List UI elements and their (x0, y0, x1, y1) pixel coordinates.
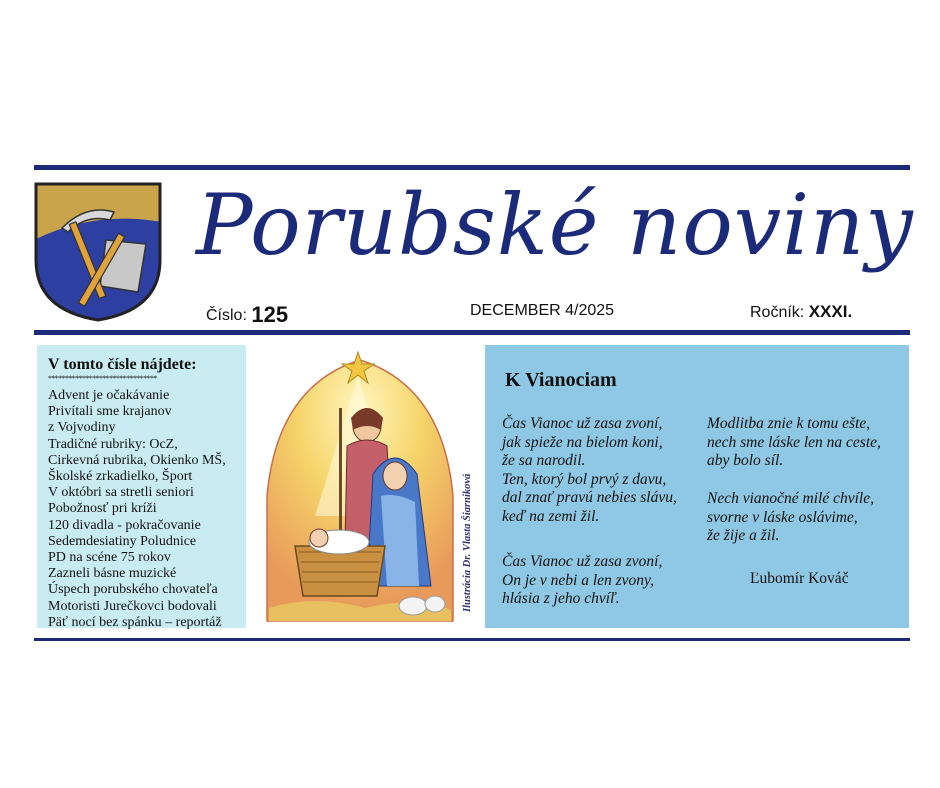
coat-of-arms-emblem (34, 182, 162, 322)
poem-line: Čas Vianoc už zasa zvoní, (502, 415, 663, 432)
year-label: Ročník: (750, 304, 805, 321)
middle-rule (34, 330, 910, 335)
toc-item: Advent je očakávanie (48, 388, 170, 403)
poem-box (485, 345, 909, 628)
toc-item: Tradičné rubriky: OcZ, (48, 436, 178, 452)
toc-item: Päť nocí bez spánku – reportáž (48, 614, 222, 630)
poem-line: že sa narodil. (502, 452, 586, 469)
toc-item: Pobožnosť pri kríži (48, 501, 157, 517)
toc-heading: V tomto čísle nájdete: (48, 356, 197, 373)
poem-line: aby bolo síl. (707, 452, 784, 469)
poem-line: že žije a žil. (707, 527, 780, 544)
poem-line: svorne v láske oslávime, (707, 508, 858, 526)
poem-line: Ten, ktorý bol prvý z davu, (502, 470, 667, 488)
toc-item: Zazneli básne muzické (48, 566, 177, 582)
poem-stanza (707, 490, 874, 546)
toc-item: Sedemdesiatiny Poludnice (48, 533, 197, 549)
bottom-rule (34, 638, 910, 641)
poem-line: Čas Vianoc už zasa zvoní, (502, 553, 663, 570)
toc-decoration: ******************************** (48, 374, 157, 383)
toc-item: 120 divadla - pokračovanie (48, 517, 201, 533)
poem-line: keď na zemi žil. (502, 507, 600, 525)
illustration-credit: Ilustrácia Dr. Vlasta Šiarniková (462, 473, 473, 612)
poem-line: Modlitba znie k tomu ešte, (707, 415, 871, 432)
poem-line: Nech vianočné milé chvíle, (707, 490, 874, 507)
poem-line: On je v nebi a len zvony, (502, 571, 654, 589)
poem-line: jak spieže na bielom koni, (502, 433, 663, 451)
issue-number (206, 302, 288, 328)
issue-label: Číslo: (206, 307, 247, 324)
issue-date: DECEMBER 4/2025 (470, 302, 615, 319)
volume-year (750, 302, 852, 322)
toc-item: Úspech porubského chovateľa (48, 582, 218, 598)
toc-item: z Vojvodiny (48, 420, 116, 436)
poem-stanza (707, 415, 881, 471)
issue-value: 125 (251, 302, 289, 327)
poem-line: dal znať pravú nebies slávu, (502, 489, 677, 506)
toc-item: Cirkevná rubrika, Okienko MŠ, (48, 452, 226, 468)
toc-item: Motoristi Jurečkovci bodovali (48, 598, 217, 614)
poem-title: K Vianociam (505, 369, 617, 391)
toc-item: V októbri sa stretli seniori (48, 485, 194, 501)
newspaper-title: Porubské noviny (196, 176, 914, 274)
poem-stanza (502, 415, 677, 526)
poem-author: Ľubomír Kováč (750, 570, 849, 587)
toc-item: Privítali sme krajanov (48, 404, 172, 420)
nativity-illustration (255, 346, 465, 628)
table-of-contents (37, 345, 246, 628)
toc-item: Školské zrkadielko, Šport (48, 469, 193, 485)
poem-line: hlásia z jeho chvíľ. (502, 590, 620, 607)
poem-line: nech sme láske len na ceste, (707, 433, 881, 451)
year-value: XXXI. (808, 302, 853, 321)
poem-stanza (502, 553, 662, 609)
toc-item: PD na scéne 75 rokov (48, 550, 171, 566)
